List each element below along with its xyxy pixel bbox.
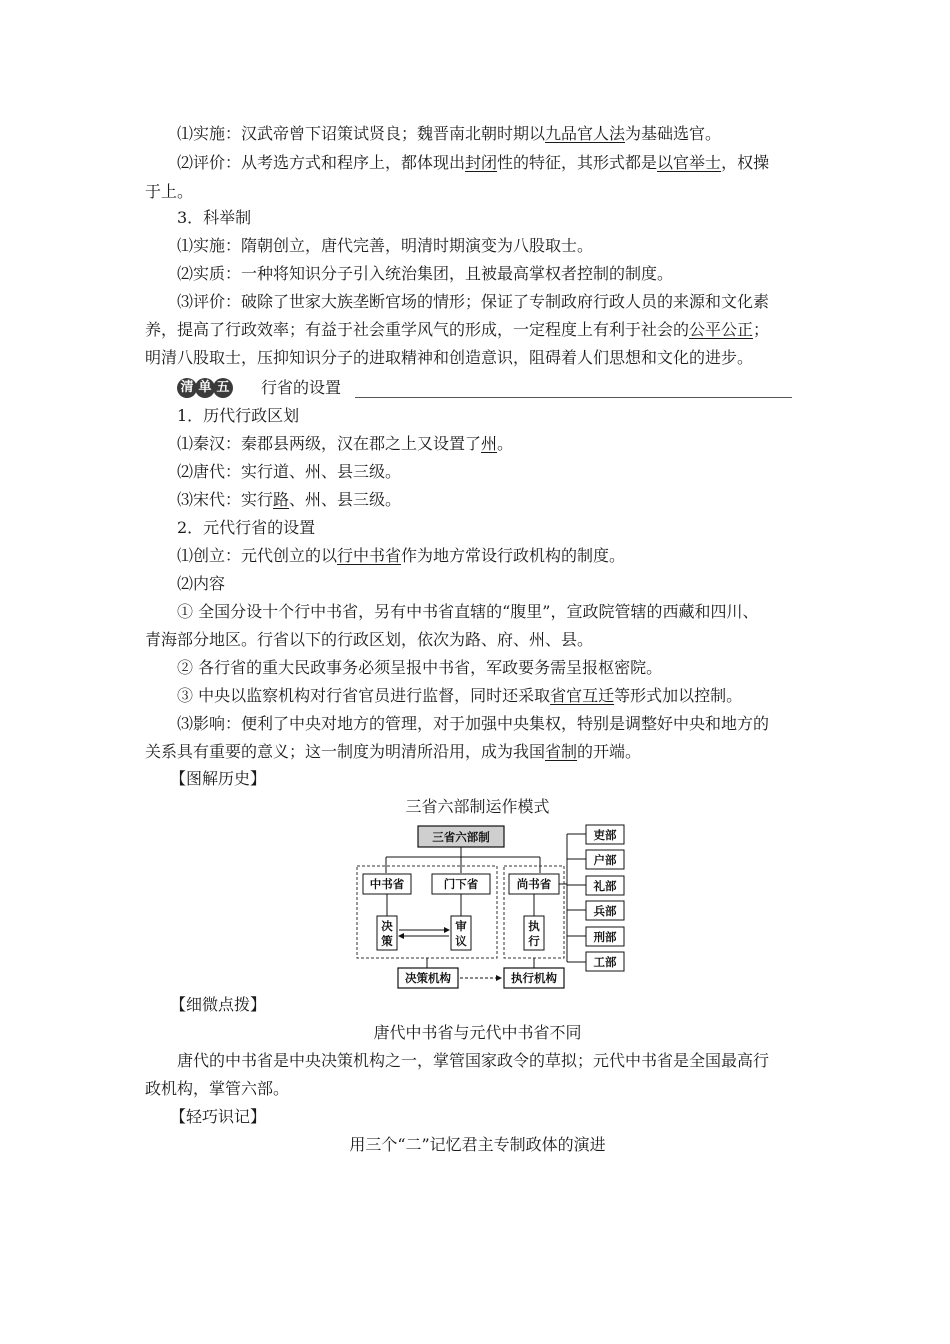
label-shenyi-1: 审 — [455, 919, 467, 933]
label-top: 三省六部制 — [432, 830, 490, 844]
label-ministry: 刑部 — [593, 930, 617, 944]
badge-char: 五 — [213, 378, 233, 398]
detail-para: 唐代的中书省是中央决策机构之一，掌管国家政令的草拟；元代中书省是全国最高行 — [177, 1051, 770, 1070]
heading-illustration: 【图解历史】 — [170, 769, 267, 788]
label-zhixing-2: 行 — [528, 934, 540, 948]
para-keju-evaluation-cont: 养，提高了行政效率；有益于社会重学风气的形成，一定程度上有利于社会的公平公正； — [145, 320, 770, 339]
heading-yuan-province: 2．元代行省的设置 — [177, 518, 316, 537]
para-content-2: ② 各行省的重大民政事务必须呈报中书省，军政要务需呈报枢密院。 — [177, 658, 663, 677]
para-influence: ⑶影响：便利了中央对地方的管理，对于加强中央集权，特别是调整好中央和地方的 — [177, 714, 770, 733]
para-keju-implementation: ⑴实施：隋朝创立，唐代完善，明清时期演变为八股取士。 — [177, 236, 594, 255]
label-zhongshu: 中书省 — [369, 877, 405, 891]
section-badge — [177, 378, 231, 398]
three-departments-diagram — [354, 822, 630, 994]
para-influence-cont: 关系具有重要的意义；这一制度为明清所沿用，成为我国省制的开端。 — [145, 742, 642, 761]
para-keju-essence: ⑵实质：一种将知识分子引入统治集团，且被最高掌权者控制的制度。 — [177, 264, 674, 283]
label-juece-2: 策 — [381, 934, 393, 948]
para-keju-evaluation-end: 明清八股取士，压抑知识分子的进取精神和创造意识，阻碍着人们思想和文化的进步。 — [145, 348, 754, 367]
heading-keju: 3．科举制 — [177, 208, 252, 227]
para-content-3: ③ 中央以监察机构对行省官员进行监督，同时还采取省官互迁等形式加以控制。 — [177, 686, 743, 705]
detail-title: 唐代中书省与元代中书省不同 — [373, 1023, 582, 1042]
para-implementation-early: ⑴实施：汉武帝曾下诏策试贤良；魏晋南北朝时期以九品官人法为基础选官。 — [177, 124, 722, 143]
para-song: ⑶宋代：实行路、州、县三级。 — [177, 490, 402, 509]
para-keju-evaluation: ⑶评价：破除了世家大族垄断官场的情形；保证了专制政府行政人员的来源和文化素 — [177, 292, 770, 311]
section-header-five — [177, 377, 792, 399]
para-evaluation-early: ⑵评价：从考选方式和程序上，都体现出封闭性的特征，其形式都是以官举士，权操 — [177, 153, 770, 172]
para-yuan-creation: ⑴创立：元代创立的以行中书省作为地方常设行政机构的制度。 — [177, 546, 626, 565]
para-qin-han: ⑴秦汉：秦郡县两级，汉在郡之上又设置了州。 — [177, 434, 514, 453]
label-ministry: 户部 — [593, 853, 617, 867]
para-tang: ⑵唐代：实行道、州、县三级。 — [177, 462, 402, 481]
badge-char: 清 — [177, 378, 197, 398]
section-title: 行省的设置 — [261, 378, 342, 397]
diagram-caption: 三省六部制运作模式 — [405, 797, 550, 816]
badge-char: 单 — [195, 378, 215, 398]
memory-title: 用三个“二”记忆君主专制政体的演进 — [349, 1135, 606, 1154]
detail-para-cont: 政机构，掌管六部。 — [145, 1079, 290, 1098]
para-content-label: ⑵内容 — [177, 574, 226, 593]
section-rule — [355, 397, 792, 398]
para-content-1-cont: 青海部分地区。行省以下的行政区划，依次为路、府、州、县。 — [145, 630, 594, 649]
label-ministry: 礼部 — [593, 879, 617, 893]
label-zhixing-jigou: 执行机构 — [511, 971, 557, 985]
label-menxia: 门下省 — [443, 877, 479, 891]
label-shenyi-2: 议 — [455, 934, 467, 948]
heading-memory: 【轻巧识记】 — [170, 1107, 267, 1126]
label-ministry: 吏部 — [593, 828, 617, 842]
para-content-1: ① 全国分设十个行中书省，另有中书省直辖的“腹里”，宣政院管辖的西藏和四川、 — [177, 602, 759, 621]
para-evaluation-early-cont: 于上。 — [145, 182, 194, 201]
label-ministry: 工部 — [593, 955, 617, 969]
heading-detail: 【细微点拨】 — [170, 995, 267, 1014]
label-juece-1: 决 — [381, 919, 393, 933]
label-zhixing-1: 执 — [528, 919, 540, 933]
label-ministry: 兵部 — [593, 904, 617, 918]
heading-admin-divisions: 1．历代行政区划 — [177, 406, 300, 425]
label-shangshu: 尚书省 — [516, 877, 552, 891]
label-juece-jigou: 决策机构 — [405, 971, 451, 985]
